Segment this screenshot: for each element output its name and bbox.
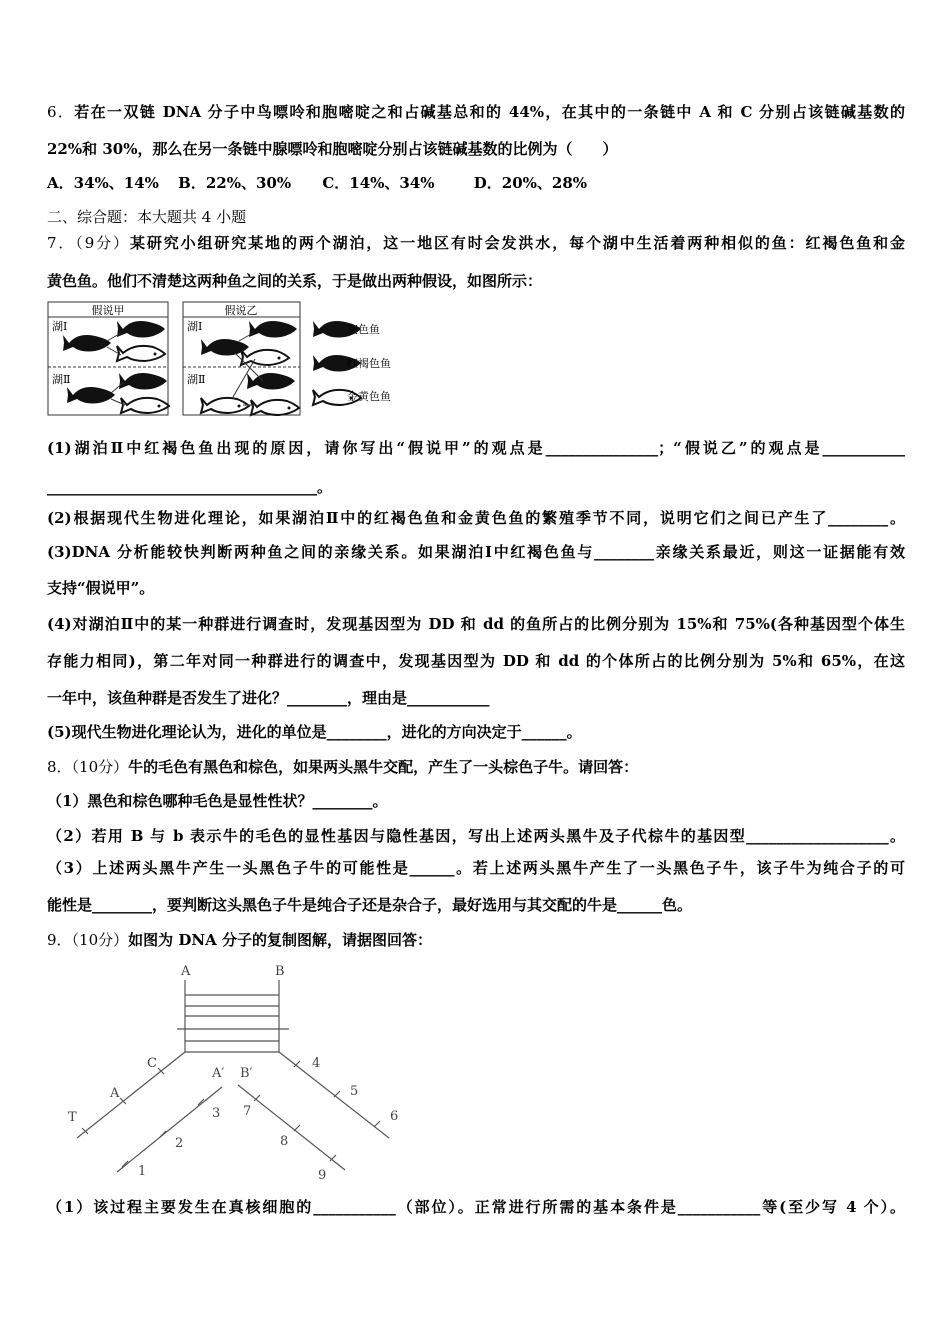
q6-line2: 22%和 30%，那么在另一条链中腺嘌呤和胞嘧啶分别占该链碱基数的比例为（ ） — [47, 140, 618, 158]
q8-line1 — [47, 757, 638, 777]
label-2: 2 — [175, 1136, 184, 1151]
label-9: 9 — [318, 1168, 327, 1183]
label-b-prime: B′ — [240, 1066, 253, 1081]
red-brown-fish-icon — [119, 373, 167, 390]
q7-part1-line1: (1)湖泊Ⅱ中红褐色鱼出现的原因，请你写出“假说甲”的观点是_______________；“假说乙”的观点是___________ — [47, 439, 905, 457]
label-4: 4 — [312, 1056, 321, 1071]
label-a-prime: A′ — [212, 1066, 225, 1081]
red-brown-fish-icon — [249, 321, 297, 338]
q8-part1: （1）黑色和棕色哪种毛色是显性性状？________。 — [47, 792, 388, 810]
question-number: 9．（10分） — [47, 931, 129, 949]
legend-gray-fish: 灰色鱼 — [347, 323, 380, 336]
q7-part4-line2: 存能力相同)，第二年对同一种群进行的调查中，发现基因型为 DD 和 dd 的个体所占的比例分别为 5%和 65%，在这 — [47, 652, 905, 670]
lake-1-label: 湖Ⅰ — [187, 320, 203, 333]
option-d[interactable]: D．20%、28% — [473, 174, 588, 192]
label-8: 8 — [280, 1134, 289, 1149]
label-b: B — [275, 964, 285, 979]
q8-part3-line2: 能性是________，要判断这头黑色子牛是纯合子还是杂合子，最好选用与其交配的牛是______色。 — [47, 896, 693, 914]
option-c[interactable]: C．14%、34% — [322, 174, 435, 192]
red-brown-fish-icon — [117, 321, 165, 338]
panel-title: 假说甲 — [91, 304, 125, 317]
red-brown-fish-icon — [247, 373, 295, 390]
lake-1-label: 湖Ⅰ — [52, 320, 68, 333]
q8-text: 牛的毛色有黑色和棕色，如果两头黑牛交配，产生了一头棕色子牛。请回答： — [128, 758, 639, 776]
question-number: 8．（10分） — [47, 758, 129, 776]
golden-fish-icon — [121, 398, 169, 413]
label-t: T — [68, 1110, 77, 1125]
legend-red-brown-fish: 红褐色鱼 — [347, 357, 391, 370]
q9-line1 — [47, 930, 432, 950]
golden-fish-icon — [251, 400, 299, 415]
label-7: 7 — [243, 1104, 252, 1119]
legend — [313, 321, 391, 405]
panel-hypothesis-b — [183, 302, 300, 415]
label-a: A — [181, 964, 191, 979]
label-3: 3 — [212, 1106, 221, 1121]
q8-part3-line1: （3）上述两头黑牛产生一头黑色子牛的可能性是______。若上述两头黑牛产生了一头黑色子牛，该子牛为纯合子的可 — [47, 859, 905, 877]
q7-line2: 黄色鱼。他们不清楚这两种鱼之间的关系，于是做出两种假设，如图所示： — [47, 272, 543, 290]
q8-part2: （2）若用 B 与 b 表示牛的毛色的显性基因与隐性基因，写出上述两头黑牛及子代棕牛的基因型___________________。 — [47, 827, 905, 845]
question-number: 7．（9分） — [47, 234, 130, 252]
q7-part5: (5)现代生物进化理论认为，进化的单位是________，进化的方向决定于______。 — [47, 723, 582, 741]
lake-2-label: 湖Ⅱ — [52, 373, 71, 386]
label-5: 5 — [350, 1084, 359, 1099]
dna-replication-diagram — [50, 955, 420, 1185]
q6-line1 — [47, 102, 905, 122]
question-number: 6． — [47, 103, 75, 121]
q9-part1: （1）该过程主要发生在真核细胞的___________（部位）。正常进行所需的基本条件是___________等(至少写 4 个）。 — [47, 1198, 905, 1216]
q7-part4-line1: (4)对湖泊Ⅱ中的某一种群进行调查时，发现基因型为 DD 和 dd 的鱼所占的比例分别为 15%和 75%(各种基因型个体生 — [47, 615, 905, 633]
q7-text: 某研究小组研究某地的两个湖泊，这一地区有时会发洪水，每个湖中生活着两种相似的鱼：红褐色鱼和金 — [129, 234, 905, 252]
hypothesis-figure — [47, 301, 417, 417]
q7-part4-line3: 一年中，该鱼种群是否发生了进化？________，理由是___________ — [47, 689, 490, 707]
label-c: C — [147, 1056, 157, 1071]
gray-fish-icon — [63, 335, 111, 352]
legend-golden-fish: 金黄色鱼 — [347, 390, 391, 403]
golden-fish-icon — [201, 398, 249, 413]
q7-part2: (2)根据现代生物进化理论，如果湖泊Ⅱ中的红褐色鱼和金黄色鱼的繁殖季节不同，说明它们之间已产生了________。 — [47, 509, 905, 527]
q7-part3-line2: 支持“假说甲”。 — [47, 579, 155, 597]
option-b[interactable]: B．22%、30% — [178, 174, 292, 192]
label-a2: A — [110, 1086, 120, 1101]
q7-line1 — [47, 233, 905, 253]
q7-part3-line1: (3)DNA 分析能较快判断两种鱼之间的亲缘关系。如果湖泊Ⅰ中红褐色鱼与________亲缘关系最近，则这一证据能有效 — [47, 543, 905, 561]
option-a[interactable]: A．34%、14% — [47, 174, 159, 192]
golden-fish-icon — [241, 350, 289, 365]
section-heading: 二、综合题：本大题共 4 小题 — [47, 208, 247, 226]
golden-fish-icon — [117, 346, 165, 361]
panel-hypothesis-a — [48, 302, 169, 415]
q6-options — [47, 173, 587, 193]
panel-title: 假说乙 — [224, 304, 258, 317]
lake-2-label: 湖Ⅱ — [187, 373, 206, 386]
gray-fish-icon — [67, 387, 115, 404]
label-6: 6 — [390, 1109, 399, 1124]
q6-text: 若在一双链 DNA 分子中鸟嘌呤和胞嘧啶之和占碱基总和的 44%，在其中的一条链中 A 和 C 分别占该链碱基数的 — [74, 103, 906, 121]
q9-text: 如图为 DNA 分子的复制图解，请据图回答： — [128, 931, 432, 949]
q7-part1-line2: ____________________________________。 — [47, 478, 333, 496]
label-1: 1 — [138, 1164, 147, 1179]
